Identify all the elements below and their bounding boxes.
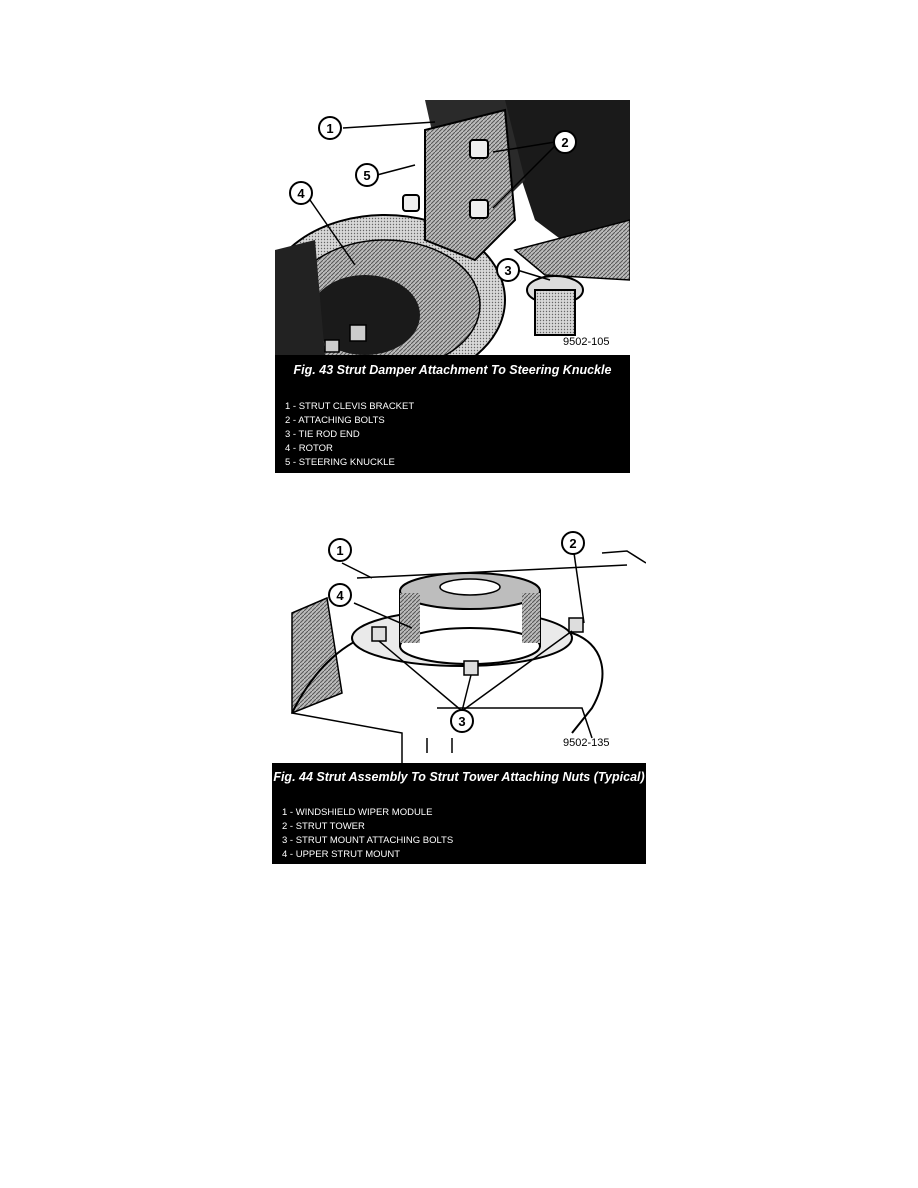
callout-3 [497,259,519,281]
svg-text:2: 2 [561,135,569,150]
callout-4 [329,584,351,606]
figure-legend [285,400,414,470]
legend-item: 4 - UPPER STRUT MOUNT [282,849,401,860]
figure-44-illustration [272,523,646,763]
callout-1 [329,539,351,561]
figure-43 [275,100,630,473]
figure-code: 9502-135 [563,737,610,749]
legend-item: 5 - STEERING KNUCKLE [285,457,395,468]
figure-44 [272,523,646,864]
svg-text:3: 3 [504,263,512,278]
figure-legend [282,806,453,862]
callout-5 [356,164,378,186]
legend-item: 2 - STRUT TOWER [282,821,365,832]
callout-2 [554,131,576,153]
callout-3 [451,710,473,732]
figure-caption: Fig. 43 Strut Damper Attachment To Steering Knuckle [293,363,612,377]
svg-text:1: 1 [336,543,344,558]
legend-item: 1 - WINDSHIELD WIPER MODULE [282,807,433,818]
callout-4 [290,182,312,204]
svg-text:4: 4 [336,588,344,603]
svg-text:1: 1 [326,121,334,136]
legend-item: 3 - STRUT MOUNT ATTACHING BOLTS [282,835,454,846]
svg-text:2: 2 [569,536,577,551]
svg-text:5: 5 [363,168,371,183]
svg-text:3: 3 [458,714,466,729]
legend-item: 1 - STRUT CLEVIS BRACKET [285,401,415,412]
legend-item: 2 - ATTACHING BOLTS [285,415,385,426]
callout-2 [562,532,584,554]
callout-1 [319,117,341,139]
svg-text:4: 4 [297,186,305,201]
legend-item: 4 - ROTOR [285,443,333,454]
figure-43-illustration [275,100,630,355]
legend-item: 3 - TIE ROD END [285,429,360,440]
figure-caption: Fig. 44 Strut Assembly To Strut Tower Attaching Nuts (Typical) [273,770,645,784]
figure-code: 9502-105 [563,336,610,348]
